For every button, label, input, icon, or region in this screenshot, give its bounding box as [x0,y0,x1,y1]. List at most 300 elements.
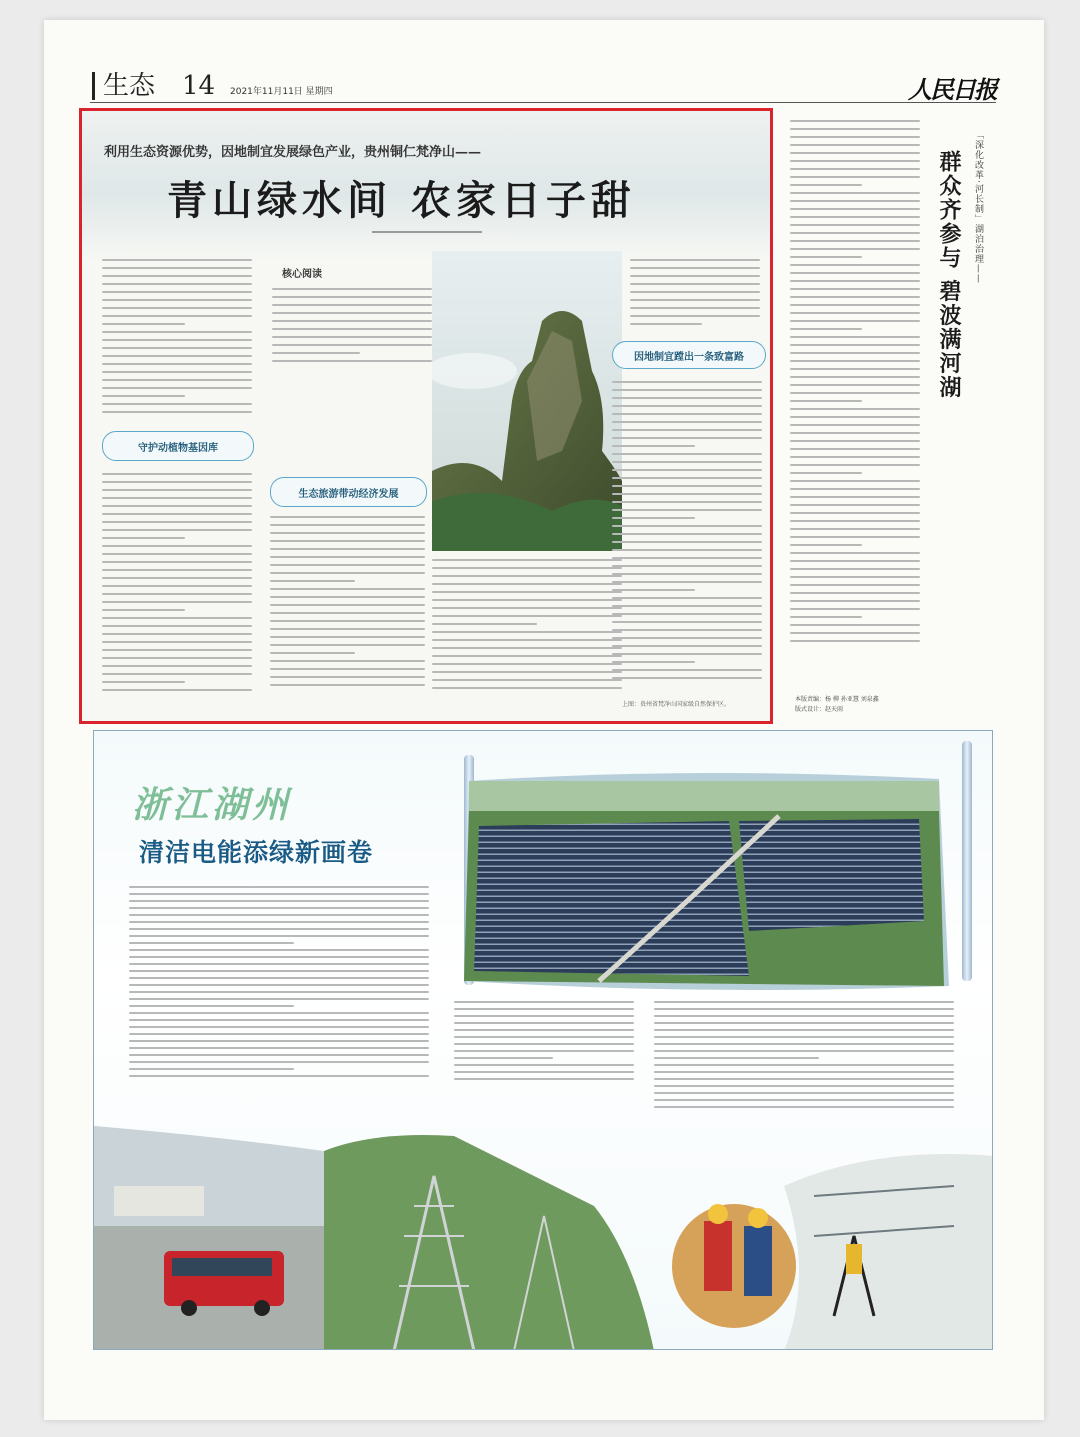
text-line [129,900,429,902]
text-line [654,1022,954,1024]
text-line [790,568,920,570]
text-line [790,424,920,426]
text-line [102,537,185,539]
text-line [654,1071,954,1073]
text-line [654,1050,954,1052]
text-line [612,485,762,487]
text-line [790,240,920,242]
text-line [270,604,425,606]
text-line [790,368,920,370]
text-line [630,283,760,285]
text-line [270,572,425,574]
text-line [612,389,762,391]
text-line [790,520,920,522]
text-line [630,299,760,301]
text-line [432,599,622,601]
text-line [102,513,252,515]
text-line [454,1043,634,1045]
text-column-4b [612,381,762,685]
fanjingshan-photo [432,251,622,551]
text-line [432,615,622,617]
text-line [790,528,920,530]
highlighted-article[interactable] [79,108,773,724]
text-line [432,671,622,673]
text-line [790,600,920,602]
text-line [432,663,622,665]
text-line [790,272,920,274]
text-line [102,481,252,483]
text-line [630,259,760,261]
text-line [270,676,425,678]
core-reading-box [272,265,432,425]
text-line [612,461,762,463]
text-line [102,529,252,531]
text-line [102,315,252,317]
text-line [612,565,762,567]
designer-line: 版式设计：赵天雨 [795,706,844,713]
text-line [270,556,425,558]
text-line [102,561,252,563]
text-line [612,573,762,575]
text-line [612,469,762,471]
text-line [129,1026,429,1028]
text-line [790,472,862,474]
text-line [432,639,622,641]
text-line [102,379,252,381]
text-line [102,411,252,413]
text-line [630,315,760,317]
text-line [790,152,920,154]
article-byline [372,231,482,233]
text-line [454,1001,634,1003]
text-line [790,448,920,450]
text-line [790,208,920,210]
text-line [454,1022,634,1024]
text-line [270,652,355,654]
text-line [790,432,920,434]
text-line [102,473,252,475]
text-line [612,405,762,407]
text-line [270,612,425,614]
text-line [102,283,252,285]
text-line [790,360,920,362]
text-line [454,1064,634,1066]
text-line [432,687,622,689]
text-line [612,517,695,519]
text-line [270,660,425,662]
text-line [129,1040,429,1042]
article-kicker: 利用生态资源优势，因地制宜发展绿色产业，贵州铜仁梵净山—— [104,145,482,160]
text-line [612,381,762,383]
text-line [790,504,920,506]
text-line [612,445,695,447]
side-article-title: 群众齐参与 碧波满河湖 [936,150,962,400]
text-line [102,657,252,659]
text-line [790,512,920,514]
text-line [790,464,920,466]
text-line [454,1050,634,1052]
text-line [102,609,185,611]
text-line [790,344,920,346]
text-line [612,525,762,527]
text-line [612,533,762,535]
text-line [129,921,429,923]
text-line [612,629,762,631]
text-line [790,560,920,562]
text-line [102,553,252,555]
publication-date: 2021年11月11日 星期四 [230,87,333,97]
page-masthead [90,70,996,103]
text-line [612,493,762,495]
text-line [102,673,252,675]
ad-title: 清洁电能添绿新画卷 [139,838,374,867]
text-line [272,352,360,354]
text-line [270,524,425,526]
text-line [790,616,862,618]
editors-line: 本版责编：杨 柳 孙亚慧 刘泉鑫 [795,696,879,703]
text-line [790,256,862,258]
text-line [612,605,762,607]
text-line [612,549,762,551]
text-line [270,516,425,518]
text-line [270,548,425,550]
text-line [129,998,429,1000]
text-line [129,984,429,986]
text-line [129,928,429,930]
text-line [790,408,920,410]
text-line [432,679,622,681]
text-line [790,296,920,298]
text-line [790,536,920,538]
text-line [790,336,920,338]
text-line [129,907,429,909]
text-line [654,1099,954,1101]
text-line [102,593,252,595]
text-line [102,689,252,691]
scroll-rod-right [962,741,972,981]
text-line [129,1075,429,1077]
text-line [630,275,760,277]
text-line [272,312,432,314]
text-line [102,569,252,571]
text-line [612,661,695,663]
text-line [432,647,622,649]
text-line [630,291,760,293]
text-line [129,949,429,951]
text-line [102,633,252,635]
text-line [654,1043,954,1045]
text-line [102,331,252,333]
text-line [102,403,252,405]
text-line [129,1033,429,1035]
text-line [612,621,762,623]
text-line [102,259,252,261]
text-line [129,1019,429,1021]
text-line [630,267,760,269]
text-line [790,320,920,322]
text-line [790,328,862,330]
text-line [270,532,425,534]
text-line [790,416,920,418]
text-line [270,628,425,630]
text-line [102,625,252,627]
text-line [612,477,762,479]
text-line [790,400,862,402]
text-line [432,655,622,657]
text-line [129,991,429,993]
text-line [612,669,762,671]
text-line [654,1092,954,1094]
text-line [432,559,622,561]
text-line [102,521,252,523]
text-line [432,583,622,585]
text-line [270,596,425,598]
text-line [432,567,622,569]
text-line [790,352,920,354]
text-line [790,312,920,314]
text-line [790,160,920,162]
text-line [129,893,429,895]
text-line [102,387,252,389]
text-line [102,681,185,683]
text-line [129,1068,294,1070]
section-name: 生态 [92,72,155,100]
subhead-eco-tourism: 生态旅游带动经济发展 [270,477,427,507]
side-article-kicker: 「深化改革·河长制」湖泊治理—— [973,130,983,284]
text-line [129,1054,429,1056]
zhejiang-huzhou-ad[interactable] [93,730,993,1350]
text-line [102,323,185,325]
text-line [790,224,920,226]
text-line [432,575,622,577]
text-line [432,631,622,633]
text-line [790,576,920,578]
text-line [612,653,762,655]
text-line [129,1061,429,1063]
text-line [612,541,762,543]
text-line [272,296,432,298]
subhead-gene-bank: 守护动植物基因库 [102,431,254,461]
text-line [612,637,762,639]
text-line [790,248,920,250]
text-line [790,288,920,290]
text-line [790,384,920,386]
text-line [102,649,252,651]
subhead-wealth-path: 因地制宜蹚出一条致富路 [612,341,766,369]
text-line [790,456,920,458]
text-line [102,395,185,397]
solar-farm-photo [449,771,959,991]
text-line [790,216,920,218]
text-line [102,299,252,301]
text-line [102,307,252,309]
text-line [129,963,429,965]
text-line [612,677,762,679]
text-line [654,1085,954,1087]
text-line [790,192,920,194]
text-line [129,1012,429,1014]
text-line [654,1029,954,1031]
text-line [129,970,429,972]
text-line [129,1047,429,1049]
ad-region-name: 浙江湖州 [132,784,293,826]
text-line [102,577,252,579]
text-line [654,1057,819,1059]
ad-text-column-3 [654,1001,954,1113]
text-line [270,580,355,582]
text-line [790,376,920,378]
text-line [102,489,252,491]
text-line [102,339,252,341]
text-column-1b [102,473,252,697]
text-line [612,581,762,583]
text-line [129,1005,294,1007]
text-line [454,1057,553,1059]
text-line [790,488,920,490]
text-line [270,636,425,638]
text-line [612,509,762,511]
text-line [612,397,762,399]
photo-caption: 上图：贵州省梵净山国家级自然保护区。 [622,701,731,708]
text-line [790,480,920,482]
text-line [654,1064,954,1066]
text-line [270,540,425,542]
text-line [454,1029,634,1031]
text-line [612,453,762,455]
text-line [102,505,252,507]
article-headline: 青山绿水间 农家日子甜 [167,178,636,224]
text-line [790,120,920,122]
text-line [612,429,762,431]
text-line [790,304,920,306]
text-line [129,886,429,888]
text-line [612,645,762,647]
text-line [790,544,862,546]
text-line [270,644,425,646]
text-line [270,564,425,566]
text-line [102,267,252,269]
text-line [612,597,762,599]
text-line [790,184,862,186]
text-line [102,347,252,349]
text-line [272,328,432,330]
page-editors [795,695,879,715]
text-column-3 [432,559,622,695]
text-line [790,624,920,626]
text-line [790,392,920,394]
text-line [454,1015,634,1017]
text-line [790,144,920,146]
text-column-4 [630,259,760,331]
text-line [102,497,252,499]
text-line [790,136,920,138]
text-line [129,942,294,944]
text-line [102,363,252,365]
text-line [129,956,429,958]
text-line [270,620,425,622]
text-line [432,607,622,609]
side-article-text [790,120,920,648]
text-line [102,291,252,293]
text-line [432,623,537,625]
text-line [612,613,762,615]
text-column-1 [102,259,252,419]
text-line [790,280,920,282]
text-line [272,320,432,322]
text-line [612,557,762,559]
newspaper-logo: 人民日报 [908,75,996,104]
text-line [102,275,252,277]
text-line [654,1015,954,1017]
text-line [790,232,920,234]
text-line [270,668,425,670]
text-line [432,591,622,593]
text-line [654,1036,954,1038]
text-line [790,496,920,498]
core-reading-title: 核心阅读 [282,269,322,280]
ad-text-column-1 [129,886,429,1082]
text-line [790,608,920,610]
text-line [654,1008,954,1010]
text-line [612,501,762,503]
text-line [790,592,920,594]
ad-text-column-2 [454,1001,634,1085]
text-line [102,641,252,643]
text-line [272,304,432,306]
text-line [102,355,252,357]
text-line [790,264,920,266]
text-line [630,307,760,309]
page-number: 14 [182,71,216,101]
text-line [790,128,920,130]
text-line [129,977,429,979]
text-line [612,413,762,415]
text-line [790,200,920,202]
ad-bottom-photos [94,1116,993,1350]
text-column-2 [270,516,425,692]
text-line [454,1008,634,1010]
text-line [790,584,920,586]
text-line [790,176,920,178]
text-line [272,344,432,346]
text-line [270,684,425,686]
text-line [654,1078,954,1080]
text-line [790,440,920,442]
text-line [272,360,432,362]
text-line [102,617,252,619]
text-line [129,914,429,916]
text-line [654,1106,954,1108]
text-line [790,168,920,170]
text-line [454,1078,634,1080]
text-line [454,1071,634,1073]
text-line [272,336,432,338]
text-line [630,323,702,325]
text-line [270,588,425,590]
text-line [790,552,920,554]
text-line [102,371,252,373]
text-line [102,601,252,603]
text-line [654,1001,954,1003]
text-line [102,545,252,547]
text-line [272,288,432,290]
text-line [612,421,762,423]
text-line [612,437,762,439]
text-line [790,632,920,634]
text-line [612,589,695,591]
text-line [129,935,429,937]
text-line [454,1036,634,1038]
